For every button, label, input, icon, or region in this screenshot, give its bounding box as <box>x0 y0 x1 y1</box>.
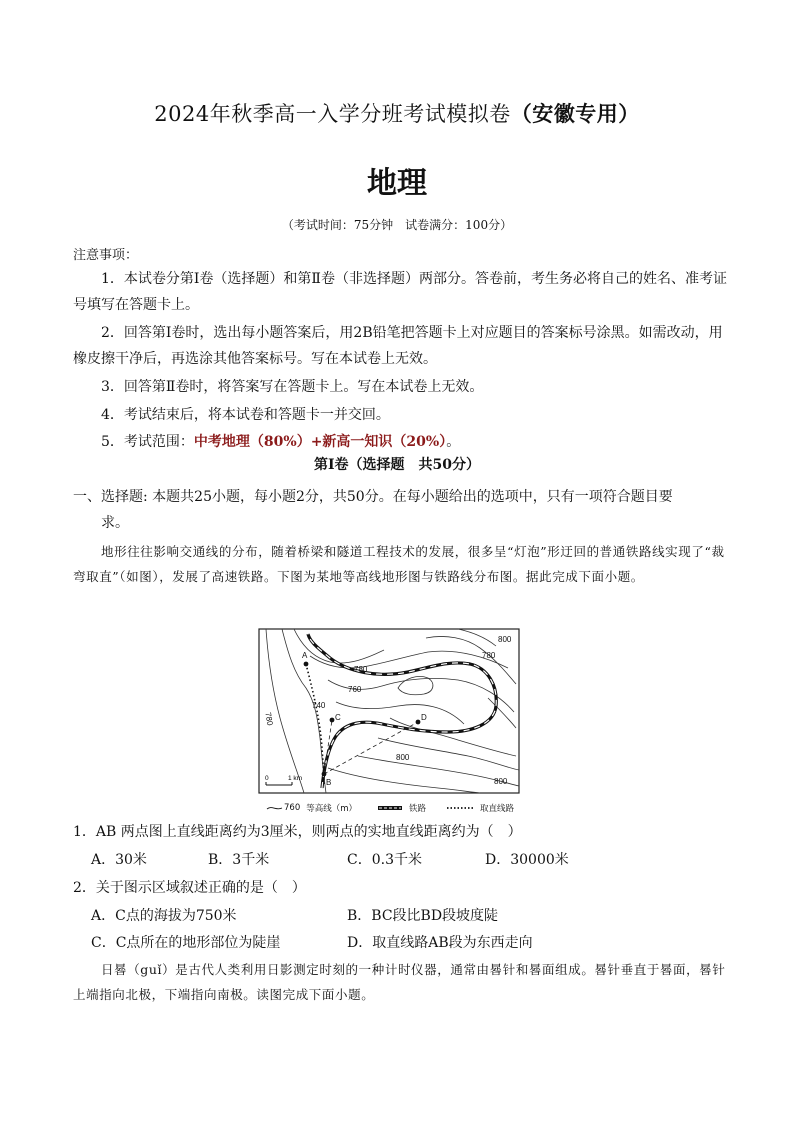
question-1-stem: 1．AB 两点图上直线距离约为3厘米，则两点的实地直线距离约为（ ） <box>73 824 522 840</box>
point-c-label: C <box>335 713 341 722</box>
question-2-option-b: B．BC段比BD段坡度陡 <box>347 908 499 924</box>
question-2-option-d: D．取直线路AB段为东西走向 <box>347 935 533 951</box>
map-frame <box>259 629 519 793</box>
point-b-dot <box>322 772 327 777</box>
scale-end: 1 km <box>288 775 303 782</box>
part-instructions-line1: 一、选择题: 本题共25小题，每小题2分，共50分。在每小题给出的选项中，只有一项符合题目要 <box>73 489 673 505</box>
contour-label-760: 760 <box>348 685 362 694</box>
notice-item-5 <box>73 429 729 455</box>
legend-contour-label: 等高线（m） <box>306 804 358 814</box>
point-b-label: B <box>326 778 332 787</box>
scale-start: 0 <box>265 775 269 782</box>
question-2-option-a: A．C点的海拔为750米 <box>91 908 237 924</box>
contour-label-800-bottom: 800 <box>494 777 508 786</box>
notice-item-4: 4．考试结束后，将本试卷和答题卡一并交回。 <box>101 407 390 423</box>
notice-item-2: 2．回答第Ⅰ卷时，选出每小题答案后，用2B铅笔把答题卡上对应题目的答案标号涂黑。如需改动，用橡皮擦干净后，再选涂其他答案标号。写在本试卷上无效。 <box>73 325 723 367</box>
contour-label-780-center: 780 <box>354 665 368 674</box>
question-1-option-b: B．3千米 <box>208 852 270 868</box>
contour-label-740: 740 <box>312 701 326 710</box>
contour-label-800-top: 800 <box>498 635 512 644</box>
contour-label-780-left: 780 <box>263 711 275 727</box>
question-1-option-c: C．0.3千米 <box>347 852 422 868</box>
legend-straight-icon <box>446 805 474 811</box>
exam-title-main: 2024年秋季高一入学分班考试模拟卷 <box>154 102 511 126</box>
contour-label-780-right: 780 <box>482 651 496 660</box>
legend-railway-label: 铁路 <box>409 804 427 814</box>
point-d-dot <box>416 720 421 725</box>
subject-title: 地理 <box>367 166 427 201</box>
passage-railway: 地形往往影响交通线的分布，随着桥梁和隧道工程技术的发展，很多呈“灯泡”形迂回的普通铁路线实现了“裁弯取直”（如图），发展了高速铁路。下图为某地等高线地形图与铁路线分布图。据此完成下面小题。 <box>73 544 725 584</box>
notice-item-1: 1．本试卷分第Ⅰ卷（选择题）和第Ⅱ卷（非选择题）两部分。答卷前，考生务必将自己的姓名、准考证号填写在答题卡上。 <box>73 271 727 313</box>
legend-railway-icon <box>377 804 403 812</box>
point-d-label: D <box>421 713 427 722</box>
question-1-option-d: D．30000米 <box>485 852 569 868</box>
section-title: 第Ⅰ卷（选择题 共50分） <box>313 457 481 473</box>
question-2-option-c: C．C点所在的地形部位为陡崖 <box>91 935 281 951</box>
passage-sundial: 日晷（guǐ）是古代人类利用日影测定时刻的一种计时仪器，通常由晷针和晷面组成。晷针垂直于晷面，晷针上端指向北极，下端指向南极。读图完成下面小题。 <box>73 962 726 1002</box>
notice-item-3: 3．回答第Ⅱ卷时，将答案写在答题卡上。写在本试卷上无效。 <box>101 379 484 395</box>
point-c-dot <box>330 718 335 723</box>
exam-title <box>0 98 794 128</box>
contour-label-800-mid: 800 <box>396 753 410 762</box>
question-1-option-a: A．30米 <box>91 852 147 868</box>
point-a-dot <box>304 662 309 667</box>
legend-straight-label: 取直线路 <box>480 804 515 814</box>
exam-meta: （考试时间：75分钟 试卷满分：100分） <box>281 218 513 232</box>
part-instructions-line2: 求。 <box>101 515 129 531</box>
exam-range: 中考地理（80%）+新高一知识（20%） <box>193 434 447 450</box>
point-a-label: A <box>302 651 308 660</box>
question-2-stem: 2．关于图示区域叙述正确的是（ ） <box>73 880 306 896</box>
notice-title: 注意事项： <box>73 248 139 263</box>
part-instructions <box>73 484 733 536</box>
map-legend <box>266 802 514 814</box>
contour-map-figure <box>258 628 520 794</box>
notice-item-5-suffix: 。 <box>446 434 461 450</box>
legend-contour-value: 760 <box>284 803 301 813</box>
notice-item-5-prefix: 5．考试范围： <box>101 434 194 450</box>
exam-title-tag: （安徽专用） <box>510 101 640 126</box>
